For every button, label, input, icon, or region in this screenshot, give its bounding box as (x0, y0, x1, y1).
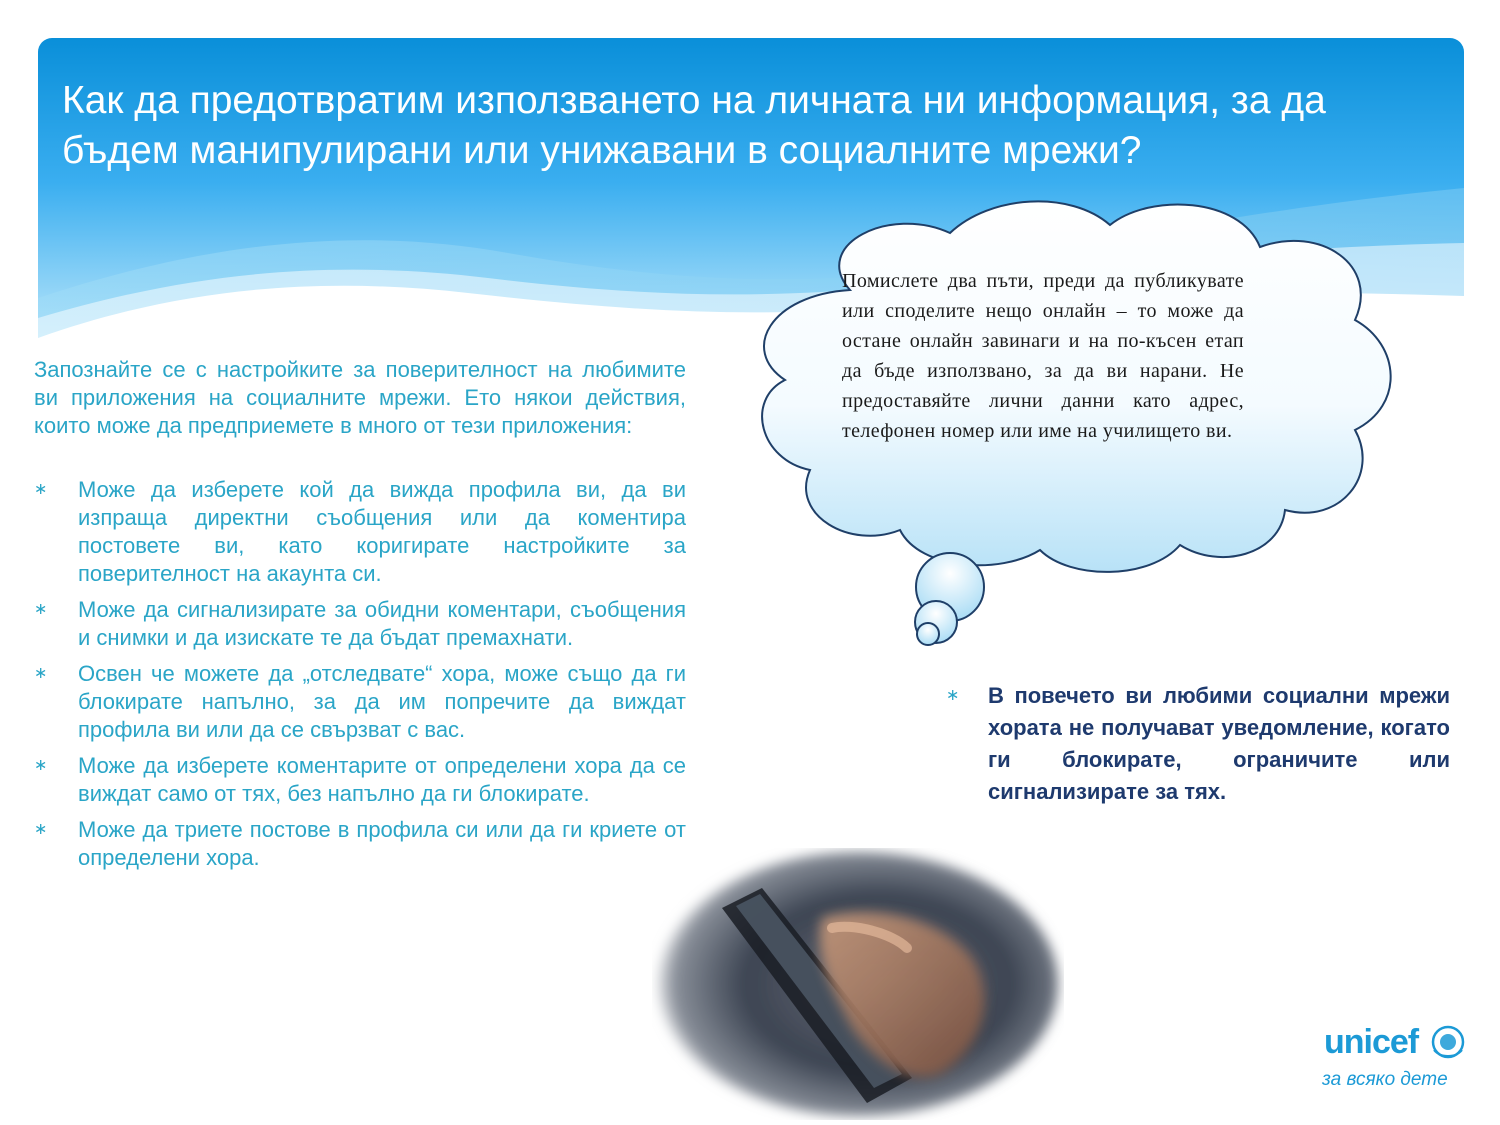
list-item (34, 596, 686, 652)
asterisk-bullet-icon: ∗ (34, 481, 48, 498)
unicef-emblem-icon (1430, 1024, 1466, 1060)
list-item (34, 816, 686, 872)
asterisk-bullet-icon: ∗ (946, 687, 960, 704)
asterisk-bullet-icon: ∗ (34, 821, 48, 838)
cloud-tip-text: Помислете два пъти, преди да публикувате или споделите нещо онлайн – то може да остане онлайн завинаги и на по-късен етап да бъде използвано, за да ви нарани. Не предоставяйте лични данни като адрес, телефонен номер или име на училището ви. (842, 270, 1244, 442)
asterisk-bullet-icon: ∗ (34, 665, 48, 682)
asterisk-bullet-icon: ∗ (34, 601, 48, 618)
intro-paragraph: Запознайте се с настройките за поверителност на любимите ви приложения на социалните мрежи. Ето някои действия, които може да предприемете в много от тези приложения: (34, 357, 686, 438)
unicef-logo (1298, 1016, 1478, 1110)
list-item (34, 660, 686, 744)
list-item (34, 476, 686, 588)
list-item-text: Може да триете постове в профила си или да ги криете от определени хора. (78, 817, 686, 870)
blocking-note (946, 680, 1450, 808)
note-text: В повечето ви любими социални мрежи хората не получават уведомление, когато ги блокирате, ограничите или сигнализирате за тях. (988, 683, 1450, 804)
list-item-text: Може да изберете коментарите от определени хора да се виждат само от тях, без напълно да ги блокирате. (78, 753, 686, 806)
logo-wordmark: unicef (1324, 1023, 1419, 1061)
page-title: Как да предотвратим използването на личната ни информация, за да бъдем манипулирани или унижавани в социалните мрежи? (62, 79, 1326, 172)
privacy-actions-list (34, 476, 686, 880)
logo-tagline: за всяко дете (1322, 1069, 1448, 1090)
asterisk-bullet-icon: ∗ (34, 757, 48, 774)
list-item-text: Може да сигнализирате за обидни коментари, съобщения и снимки и да изискате те да бъдат премахнати. (78, 597, 686, 650)
list-item-text: Освен че можете да „отследвате“ хора, може също да ги блокирате напълно, за да им попречите да виждат профила ви или да се свързват с вас. (78, 661, 686, 742)
phone-in-hand-photo (652, 848, 1064, 1120)
list-item (946, 680, 1450, 808)
list-item-text: Може да изберете кой да вижда профила ви, да ви изпраща директни съобщения или да коментира постовете ви, като коригирате настройките за поверителност на акаунта си. (78, 477, 686, 586)
list-item (34, 752, 686, 808)
